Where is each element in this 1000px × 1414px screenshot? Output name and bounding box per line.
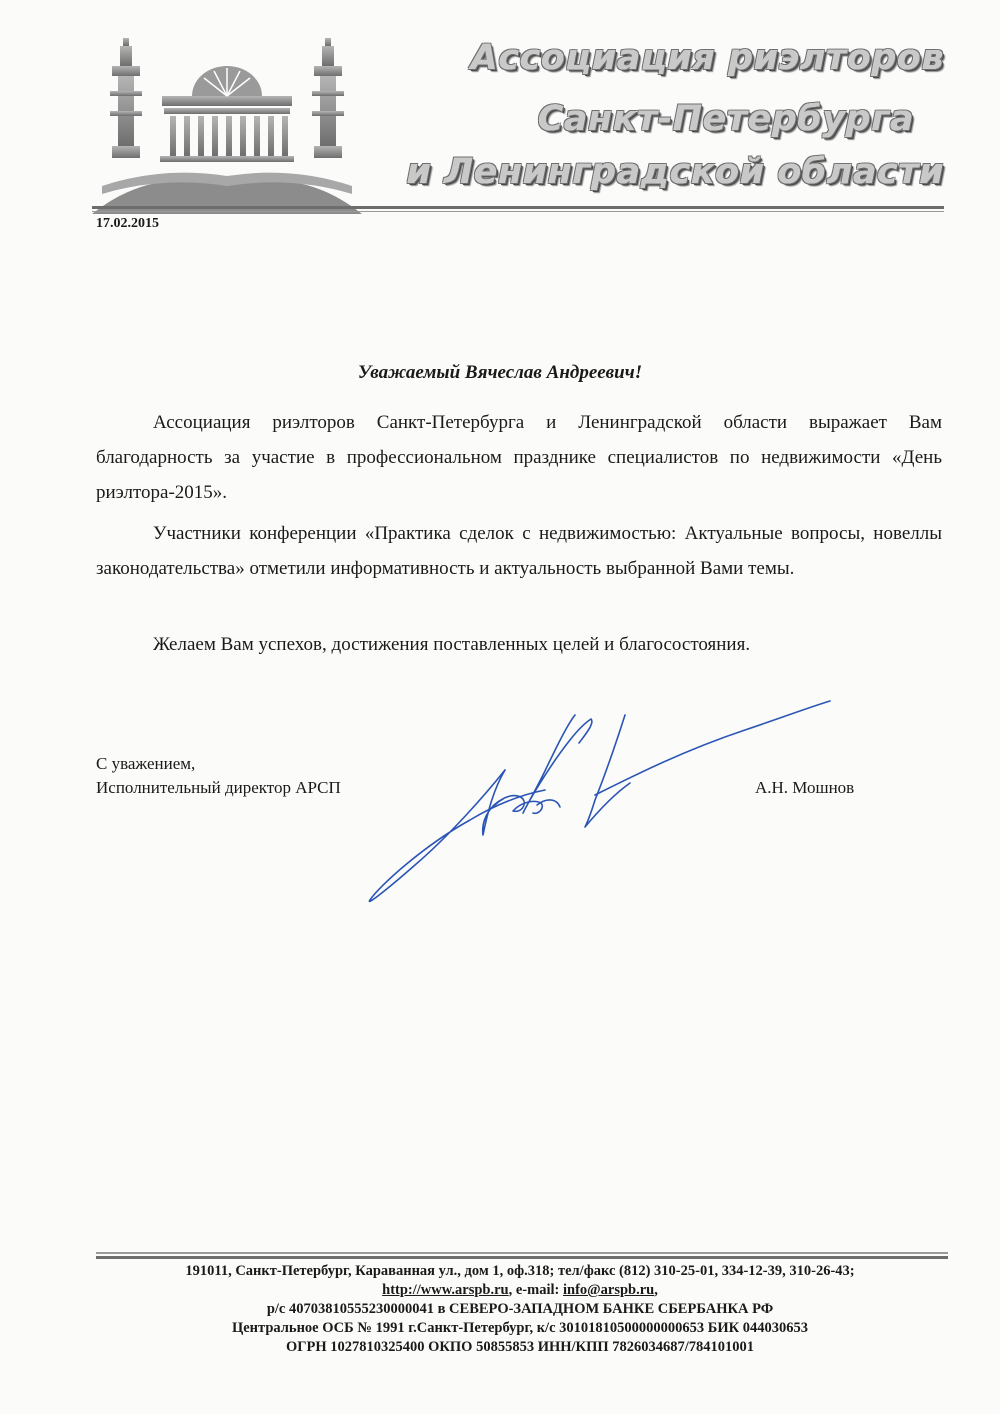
handwritten-signature (355, 695, 835, 925)
letter-date: 17.02.2015 (96, 216, 159, 231)
footer-bank-branch: Центральное ОСБ № 1991 г.Санкт-Петербург, к/с 30101810500000000653 БИК 044030653 (231, 1320, 809, 1336)
paragraph-conference: Участники конференции «Практика сделок с недвижимостью: Актуальные вопросы, новеллы законодательства» отметили информативность и актуальность выбранной Вами темы. (96, 523, 942, 579)
footer-registration: ОГРН 1027810325400 ОКПО 50855853 ИНН/КПП 7826034687/784101001 (285, 1339, 755, 1355)
header-divider-thin (92, 211, 944, 212)
footer-contacts (60, 1262, 980, 1357)
footer-web-line (60, 1281, 980, 1300)
footer-address: 191011, Санкт-Петербург, Караванная ул., дом 1, оф.318; тел/факс (812) 310-25-01, 334-12-39, 310-26-43; (185, 1263, 855, 1279)
letterhead-title-line1: Ассоциация риэлторов (470, 38, 944, 78)
email-suffix: , (654, 1282, 658, 1298)
website-link[interactable]: http://www.arspb.ru (382, 1282, 509, 1298)
signer-position: Исполнительный директор АРСП (96, 778, 341, 797)
footer-bank-account: р/с 40703810555230000041 в СЕВЕРО-ЗАПАДНОМ БАНКЕ СБЕРБАНКА РФ (266, 1301, 774, 1317)
closing-regards: С уважением, (96, 754, 196, 773)
signer-name: А.Н. Мошнов (755, 778, 855, 797)
header-divider (92, 206, 944, 209)
paragraph-gratitude: Ассоциация риэлторов Санкт-Петербурга и Ленинградской области выражает Вам благодарность за участие в профессиональном празднике специалистов по недвижимости «День риэлтора-2015». (96, 412, 942, 503)
association-logo (92, 36, 362, 216)
letterhead-title-line3: и Ленинградской области (406, 152, 944, 192)
email-link[interactable]: info@arspb.ru (562, 1282, 655, 1298)
closing-block (96, 752, 341, 800)
email-label: , e-mail: (508, 1282, 563, 1298)
paragraph-wishes: Желаем Вам успехов, достижения поставленных целей и благосостояния. (153, 634, 751, 655)
salutation: Уважаемый Вячеслав Андреевич! (357, 362, 643, 383)
footer-divider (96, 1256, 948, 1259)
letterhead-title-line2: Санкт-Петербурга (537, 99, 914, 139)
footer-divider-thin (96, 1252, 948, 1254)
